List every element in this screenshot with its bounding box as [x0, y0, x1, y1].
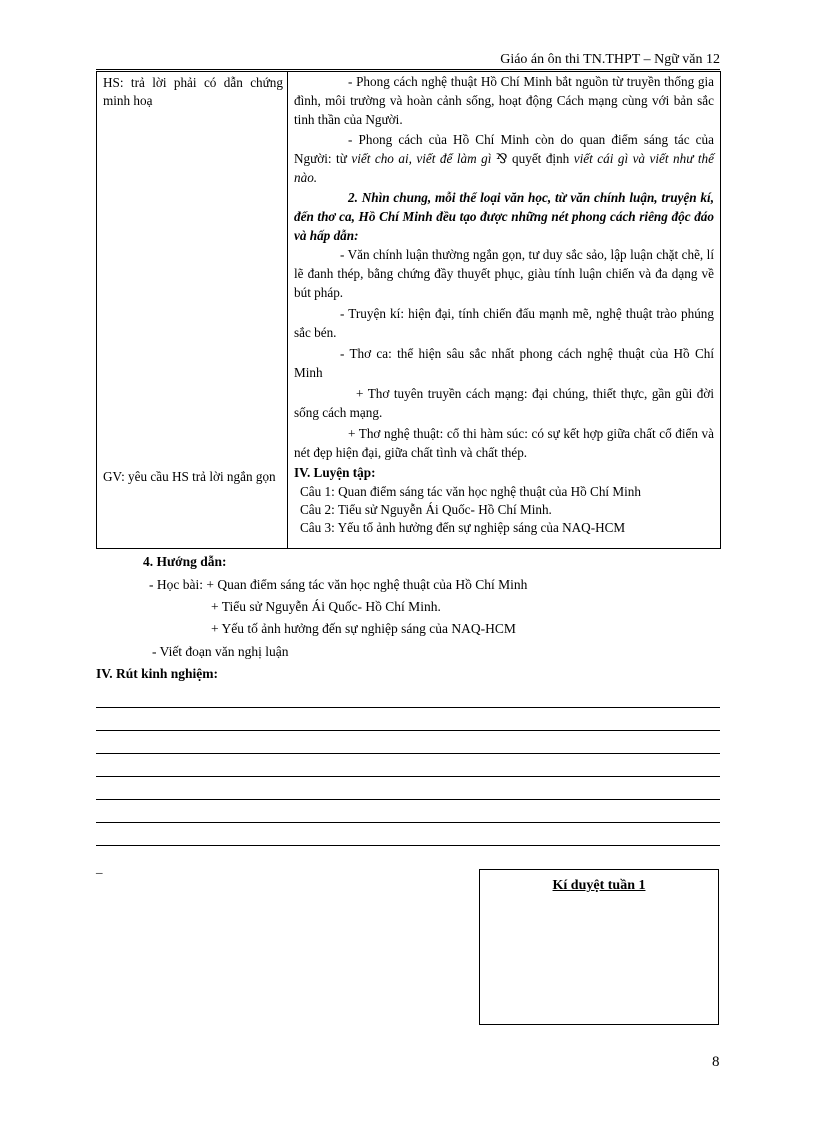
writing-line — [96, 776, 720, 777]
teacher-student-column — [97, 72, 288, 549]
guide-heading: 4. Hướng dẫn: — [143, 554, 227, 569]
practice-heading: IV. Luyện tập: — [294, 465, 376, 480]
paragraph-poetry: - Thơ ca: thể hiện sâu sắc nhất phong cách nghệ thuật của Hồ Chí Minh — [294, 346, 714, 380]
question-3: Câu 3: Yếu tố ảnh hưởng đến sự nghiệp sáng của NAQ-HCM — [300, 520, 626, 535]
writing-line — [96, 753, 720, 754]
paragraph-viewpoint: - Phong cách của Hồ Chí Minh còn do quan điểm sáng tác của Người: từ viết cho ai, viết để làm gì ⅋ quyết định viết cái gì và viết như thế nào. — [294, 132, 714, 185]
writing-line — [96, 707, 720, 708]
question-1: Câu 1: Quan điểm sáng tác văn học nghệ thuật của Hồ Chí Minh — [300, 484, 641, 499]
question-2: Câu 2: Tiểu sử Nguyễn Ái Quốc- Hồ Chí Minh. — [300, 502, 552, 517]
guide-line-1: - Học bài: + Quan điểm sáng tác văn học nghệ thuật của Hồ Chí Minh — [149, 577, 528, 592]
teacher-activity-note: GV: yêu cầu HS trả lời ngắn gọn — [103, 469, 276, 484]
guide-line-3: + Yếu tố ảnh hưởng đến sự nghiệp sáng của NAQ-HCM — [211, 621, 516, 636]
paragraph-political-prose: - Văn chính luận thường ngắn gọn, tư duy sắc sảo, lập luận chặt chẽ, lí lẽ đanh thép, bằng chứng đầy thuyết phục, giàu tính luận chiến và đa dạng về bút pháp. — [294, 247, 714, 300]
paragraph-memoir: - Truyện kí: hiện đại, tính chiến đấu mạnh mẽ, nghệ thuật trào phúng sắc bén. — [294, 306, 714, 340]
approval-title: Kí duyệt tuần 1 — [552, 878, 646, 893]
paragraph-genres-heading: 2. Nhìn chung, mỗi thể loại văn học, từ văn chính luận, truyện kí, đến thơ ca, Hồ Chí Minh đều tạo được những nét phong cách riêng độc đáo và hấp dẫn: — [294, 190, 714, 243]
guide-line-4: - Viết đoạn văn nghị luận — [152, 644, 289, 659]
page-number: 8 — [712, 1054, 720, 1070]
paragraph-origin: - Phong cách nghệ thuật Hồ Chí Minh bắt nguồn từ truyền thống gia đình, môi trường và hoàn cảnh sống, hoạt động Cách mạng cùng với bản sắc tinh thần của Người. — [294, 74, 714, 127]
lesson-table — [96, 71, 721, 549]
paragraph-art-poetry: + Thơ nghệ thuật: cổ thi hàm súc: có sự kết hợp giữa chất cổ điển và nét đẹp hiện đại, giữa chất tình và chất thép. — [294, 426, 714, 460]
student-activity-note: HS: trả lời phải có dẫn chứng minh hoạ — [103, 75, 283, 108]
content-column — [288, 72, 721, 549]
page-header: Giáo án ôn thi TN.THPT – Ngữ văn 12 — [96, 52, 720, 70]
writing-line — [96, 845, 720, 846]
writing-line — [96, 822, 720, 823]
writing-line — [96, 730, 720, 731]
dash-mark: _ — [96, 860, 103, 875]
guide-line-2: + Tiểu sử Nguyễn Ái Quốc- Hồ Chí Minh. — [211, 599, 441, 614]
writing-line — [96, 799, 720, 800]
review-heading: IV. Rút kinh nghiệm: — [96, 666, 219, 681]
approval-box — [479, 869, 719, 1025]
paragraph-propaganda-poetry: + Thơ tuyên truyền cách mạng: đại chúng, thiết thực, gần gũi đời sống cách mạng. — [294, 386, 714, 420]
